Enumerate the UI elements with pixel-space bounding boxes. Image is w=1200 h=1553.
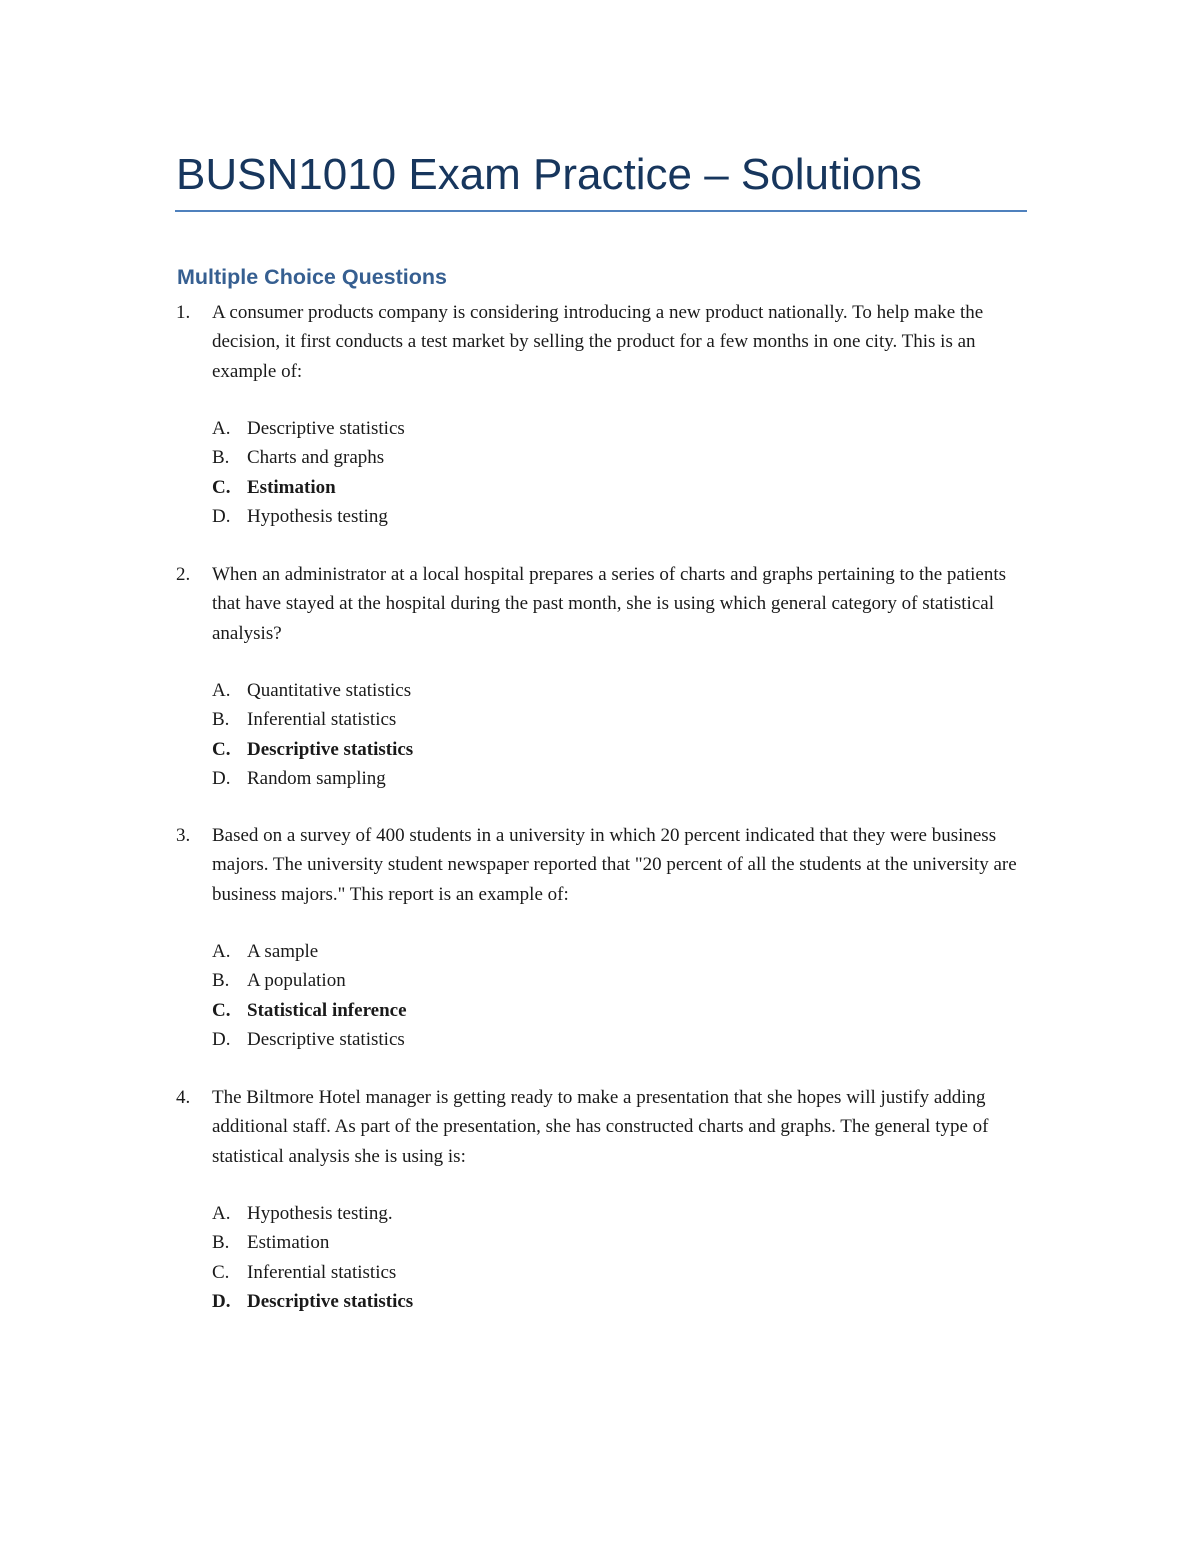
answer-option-c-correct: [0, 996, 1200, 1025]
option-text: A population: [247, 970, 346, 992]
option-text: Inferential statistics: [247, 709, 397, 731]
answer-option-d: [0, 764, 1200, 793]
answer-option-a: [0, 414, 1200, 443]
question-number: 3.: [176, 825, 191, 846]
question-text: The Biltmore Hotel manager is getting ready to make a presentation that she hopes will justify adding additional staff. As part of the presentation, she has constructed charts and graphs. The general type of statistical analysis she is using is:: [212, 1087, 989, 1167]
option-letter: A.: [212, 418, 231, 439]
answer-options: [0, 414, 1200, 531]
answer-option-b: [0, 966, 1200, 995]
question-number: 1.: [176, 302, 191, 323]
option-letter: B.: [212, 970, 230, 992]
answer-options: [0, 937, 1200, 1054]
option-letter: C.: [212, 738, 231, 760]
option-text: Descriptive statistics: [247, 1290, 414, 1312]
answer-options: [0, 676, 1200, 793]
option-text: Descriptive statistics: [247, 1028, 405, 1050]
option-text: Hypothesis testing: [247, 505, 388, 527]
answer-option-c-correct: [0, 473, 1200, 502]
option-letter: A.: [212, 680, 231, 701]
option-letter: C.: [212, 1261, 230, 1283]
option-letter: B.: [212, 1232, 230, 1254]
option-text: Estimation: [247, 1232, 330, 1254]
question-number: 4.: [176, 1087, 191, 1108]
option-letter: B.: [212, 447, 230, 469]
option-letter: D.: [212, 1290, 231, 1312]
option-text: Statistical inference: [247, 999, 407, 1021]
option-text: Quantitative statistics: [247, 680, 412, 701]
answer-option-b: [0, 1228, 1200, 1257]
option-text: Descriptive statistics: [247, 738, 414, 760]
title-underline: [175, 210, 1027, 212]
option-letter: D.: [212, 767, 231, 789]
option-letter: A.: [212, 1203, 231, 1224]
option-text: Hypothesis testing.: [247, 1203, 393, 1224]
answer-option-d-correct: [0, 1287, 1200, 1316]
question-number: 2.: [176, 564, 191, 585]
option-letter: C.: [212, 999, 231, 1021]
answer-option-a: [0, 676, 1200, 705]
answer-option-a: [0, 937, 1200, 966]
option-text: Estimation: [247, 476, 336, 498]
option-letter: C.: [212, 476, 231, 498]
page-title: BUSN1010 Exam Practice – Solutions: [176, 150, 922, 199]
answer-option-c: [0, 1258, 1200, 1287]
section-heading: Multiple Choice Questions: [177, 265, 447, 289]
question-text: A consumer products company is considering introducing a new product nationally. To help make the decision, it first conducts a test market by selling the product for a few months in one city. This is an example of:: [212, 302, 984, 382]
answer-options: [0, 1199, 1200, 1316]
option-letter: A.: [212, 941, 231, 962]
question-text: Based on a survey of 400 students in a university in which 20 percent indicated that they were business majors. The university student newspaper reported that "20 percent of all the students at the university are business majors." This report is an example of:: [212, 825, 1017, 905]
option-text: A sample: [247, 941, 319, 962]
option-text: Inferential statistics: [247, 1261, 397, 1283]
option-letter: D.: [212, 1028, 231, 1050]
answer-option-b: [0, 705, 1200, 734]
option-letter: D.: [212, 505, 231, 527]
answer-option-a: [0, 1199, 1200, 1228]
answer-option-c-correct: [0, 735, 1200, 764]
answer-option-d: [0, 1025, 1200, 1054]
question-text: When an administrator at a local hospital prepares a series of charts and graphs pertaining to the patients that have stayed at the hospital during the past month, she is using which general category of statistical analysis?: [212, 564, 1007, 644]
option-letter: B.: [212, 709, 230, 731]
option-text: Descriptive statistics: [247, 418, 405, 439]
answer-option-b: [0, 443, 1200, 472]
option-text: Random sampling: [247, 767, 386, 789]
option-text: Charts and graphs: [247, 447, 385, 469]
answer-option-d: [0, 502, 1200, 531]
